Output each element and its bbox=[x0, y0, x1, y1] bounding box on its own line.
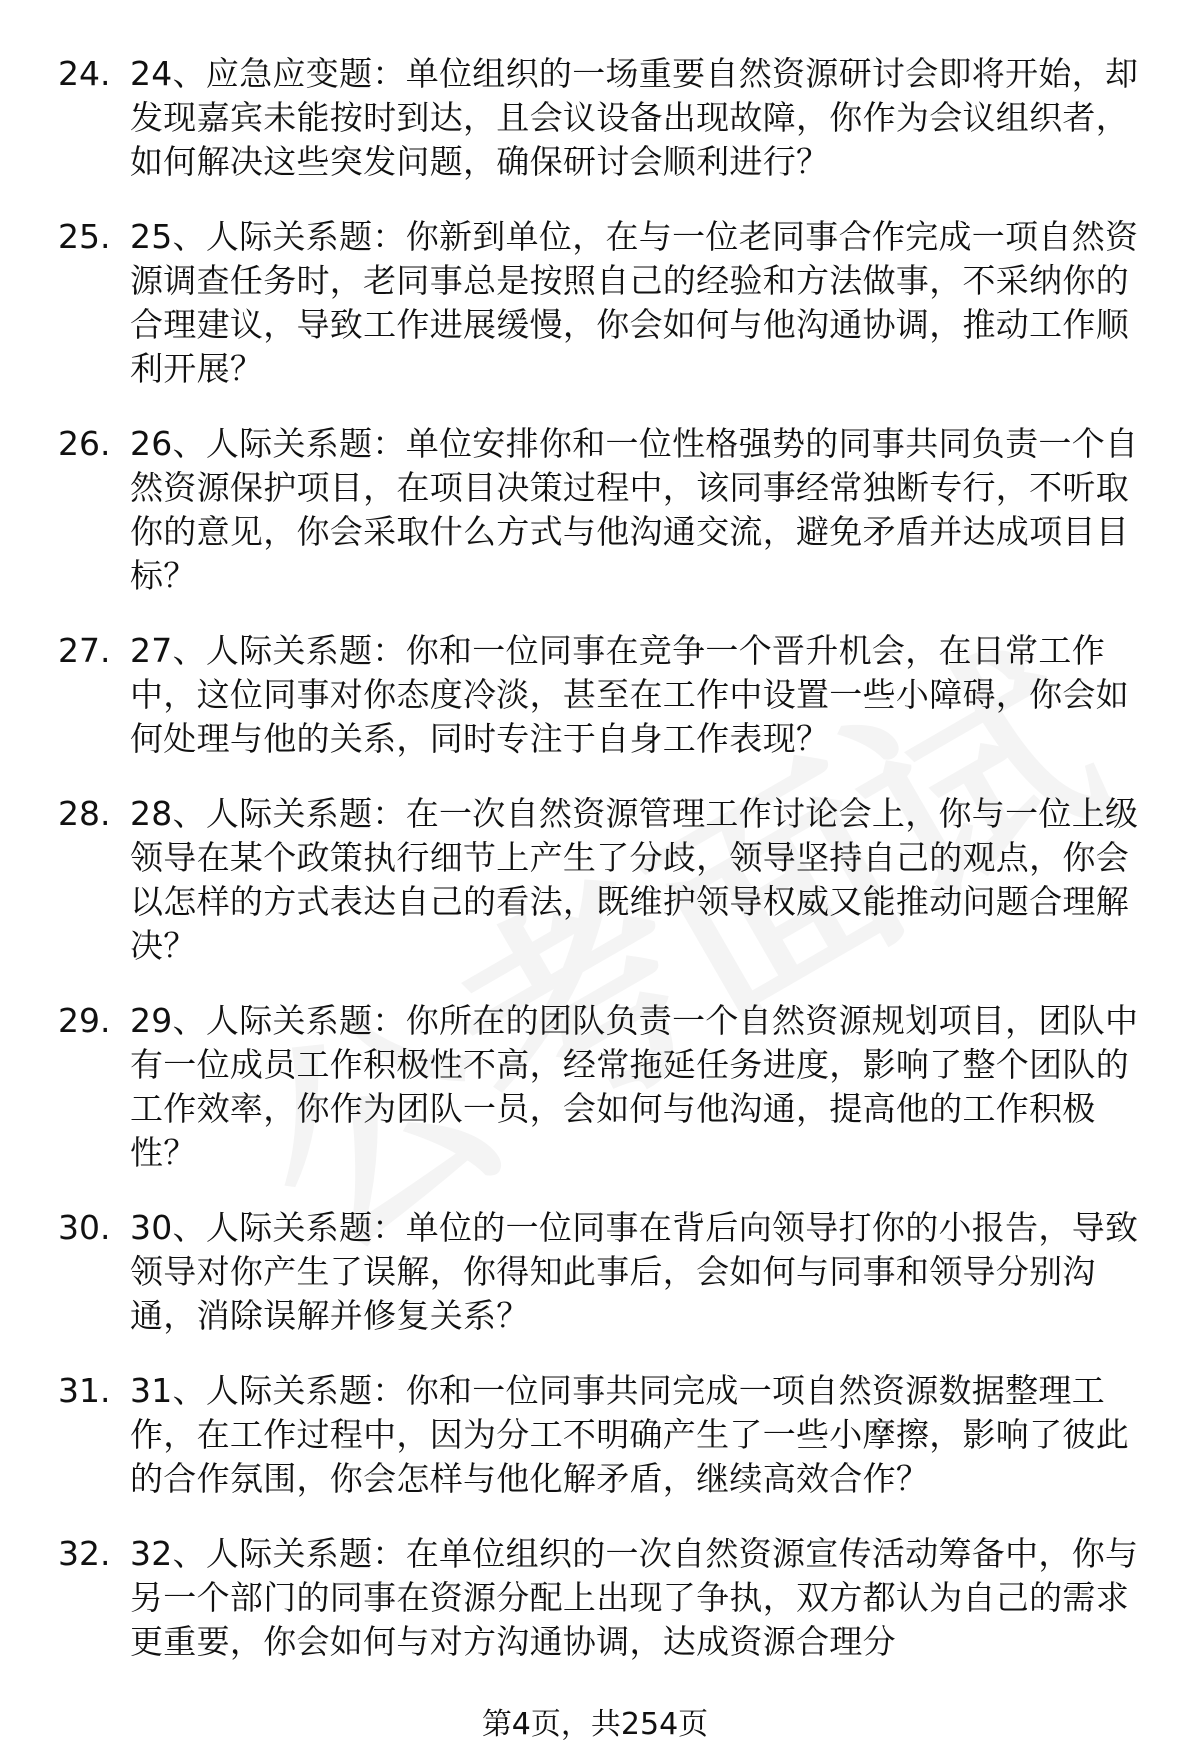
question-text: 28、人际关系题：在一次自然资源管理工作讨论会上，你与一位上级领导在某个政策执行细节上产生了分歧，领导坚持自己的观点，你会以怎样的方式表达自己的看法，既维护领导权威又能推动问题合理解决？ bbox=[130, 794, 1139, 965]
question-number: 28. bbox=[58, 794, 111, 833]
question-item-27 bbox=[58, 629, 1158, 761]
question-item-30 bbox=[58, 1206, 1158, 1338]
question-number: 27. bbox=[58, 631, 111, 670]
question-number: 26. bbox=[58, 424, 111, 463]
question-text: 26、人际关系题：单位安排你和一位性格强势的同事共同负责一个自然资源保护项目，在项目决策过程中，该同事经常独断专行，不听取你的意见，你会采取什么方式与他沟通交流，避免矛盾并达成项目目标？ bbox=[130, 424, 1139, 595]
question-text: 31、人际关系题：你和一位同事共同完成一项自然资源数据整理工作，在工作过程中，因为分工不明确产生了一些小摩擦，影响了彼此的合作氛围，你会怎样与他化解矛盾，继续高效合作？ bbox=[130, 1371, 1129, 1498]
question-item-31 bbox=[58, 1369, 1158, 1501]
question-number: 24. bbox=[58, 54, 111, 93]
question-text: 32、人际关系题：在单位组织的一次自然资源宣传活动筹备中，你与另一个部门的同事在资源分配上出现了争执，双方都认为自己的需求更重要，你会如何与对方沟通协调，达成资源合理分 bbox=[130, 1534, 1139, 1661]
question-item-28 bbox=[58, 792, 1158, 968]
question-item-25 bbox=[58, 215, 1158, 391]
question-number: 29. bbox=[58, 1001, 111, 1040]
page-footer: 第4页，共254页 bbox=[481, 1707, 709, 1742]
question-text: 29、人际关系题：你所在的团队负责一个自然资源规划项目，团队中有一位成员工作积极性不高，经常拖延任务进度，影响了整个团队的工作效率，你作为团队一员，会如何与他沟通，提高他的工作积极性？ bbox=[130, 1001, 1139, 1172]
question-text: 27、人际关系题：你和一位同事在竞争一个晋升机会，在日常工作中，这位同事对你态度冷淡，甚至在工作中设置一些小障碍，你会如何处理与他的关系，同时专注于自身工作表现？ bbox=[130, 631, 1129, 758]
question-number: 32. bbox=[58, 1534, 111, 1573]
question-item-26 bbox=[58, 422, 1158, 598]
question-text: 25、人际关系题：你新到单位，在与一位老同事合作完成一项自然资源调查任务时，老同事总是按照自己的经验和方法做事，不采纳你的合理建议，导致工作进展缓慢，你会如何与他沟通协调，推动工作顺利开展？ bbox=[130, 217, 1139, 388]
question-list bbox=[58, 52, 1158, 1695]
question-number: 31. bbox=[58, 1371, 111, 1410]
question-item-24 bbox=[58, 52, 1158, 184]
question-number: 25. bbox=[58, 217, 111, 256]
question-item-32 bbox=[58, 1532, 1158, 1664]
question-item-29 bbox=[58, 999, 1158, 1175]
question-number: 30. bbox=[58, 1208, 111, 1247]
question-text: 24、应急应变题：单位组织的一场重要自然资源研讨会即将开始，却发现嘉宾未能按时到达，且会议设备出现故障，你作为会议组织者，如何解决这些突发问题，确保研讨会顺利进行？ bbox=[130, 54, 1139, 181]
question-text: 30、人际关系题：单位的一位同事在背后向领导打你的小报告，导致领导对你产生了误解，你得知此事后，会如何与同事和领导分别沟通，消除误解并修复关系？ bbox=[130, 1208, 1139, 1335]
